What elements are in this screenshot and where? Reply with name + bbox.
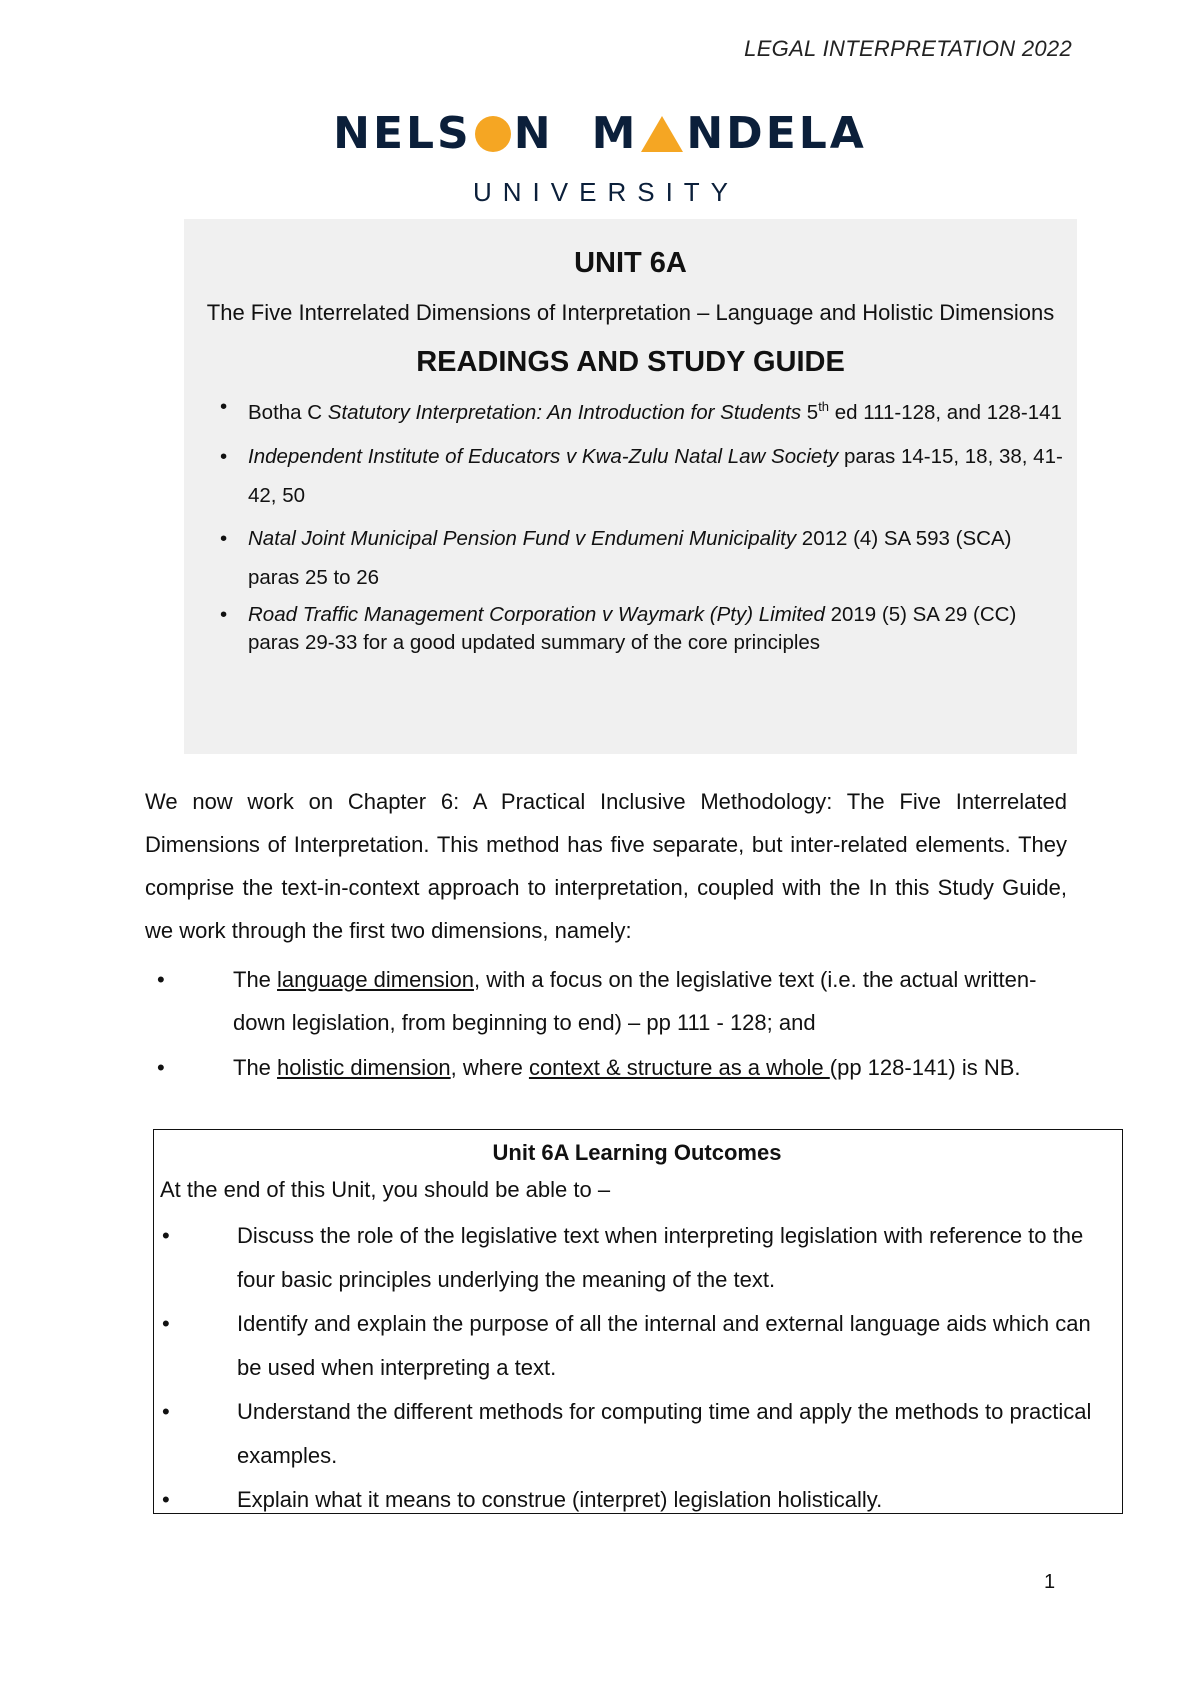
outcome-item: • Understand the different methods for computing time and apply the methods to practical examples. <box>160 1390 1114 1478</box>
logo-wordmark <box>333 108 867 159</box>
running-header: LEGAL INTERPRETATION 2022 <box>744 36 1072 61</box>
page-number: 1 <box>1044 1571 1056 1593</box>
triangle-icon <box>641 116 683 152</box>
readings-title: READINGS AND STUDY GUIDE <box>416 346 845 378</box>
university-logo <box>0 108 1200 208</box>
intro-paragraph: We now work on Chapter 6: A Practical Inclusive Methodology: The Five Interrelated Dimensions of Interpretation. This method has five separate, but inter-related elements. They comprise the text-in-context approach to interpretation, coupled with the In this Study Guide, we work through the first two dimensions, namely: <box>145 789 1067 943</box>
reading-item: • Natal Joint Municipal Pension Fund v Endumeni Municipality 2012 (4) SA 593 (SCA) paras 25 to 26 <box>218 519 1063 597</box>
outcome-item: • Identify and explain the purpose of all the internal and external language aids which can be used when interpreting a text. <box>160 1302 1114 1390</box>
learning-outcomes-box <box>153 1129 1123 1514</box>
reading-item: • Botha C Statutory Interpretation: An Introduction for Students 5th ed 111-128, and 128-141 <box>218 393 1063 427</box>
outcomes-list <box>160 1214 1114 1522</box>
readings-box <box>184 219 1077 754</box>
outcomes-title: Unit 6A Learning Outcomes <box>492 1140 782 1165</box>
dimension-item: • The holistic dimension, where context & structure as a whole (pp 128-141) is NB. <box>145 1046 1067 1089</box>
outcome-item: • Discuss the role of the legislative text when interpreting legislation with reference to the four basic principles underlying the meaning of the text. <box>160 1214 1114 1302</box>
body-text <box>145 780 1067 1091</box>
readings-list <box>218 393 1063 657</box>
logo-word-mandela: M NDELA <box>591 108 867 159</box>
outcome-item: • Explain what it means to construe (interpret) legislation holistically. <box>160 1478 1114 1522</box>
dimensions-list <box>145 958 1067 1089</box>
logo-subtitle: UNIVERSITY <box>472 177 740 207</box>
logo-word-nelson: NELS N <box>333 108 554 159</box>
reading-item: • Road Traffic Management Corporation v Waymark (Pty) Limited 2019 (5) SA 29 (CC) paras 29-33 for a good updated summary of the core principles <box>218 601 1063 657</box>
unit-subtitle: The Five Interrelated Dimensions of Interpretation – Language and Holistic Dimensions <box>206 300 1055 325</box>
unit-title: UNIT 6A <box>574 247 687 279</box>
reading-item: • Independent Institute of Educators v Kwa-Zulu Natal Law Society paras 14-15, 18, 38, 41-42, 50 <box>218 437 1063 515</box>
outcomes-intro: At the end of this Unit, you should be able to – <box>160 1177 611 1202</box>
sun-icon <box>475 116 511 152</box>
dimension-item: • The language dimension, with a focus on the legislative text (i.e. the actual written-down legislation, from beginning to end) – pp 111 - 128; and <box>145 958 1067 1044</box>
